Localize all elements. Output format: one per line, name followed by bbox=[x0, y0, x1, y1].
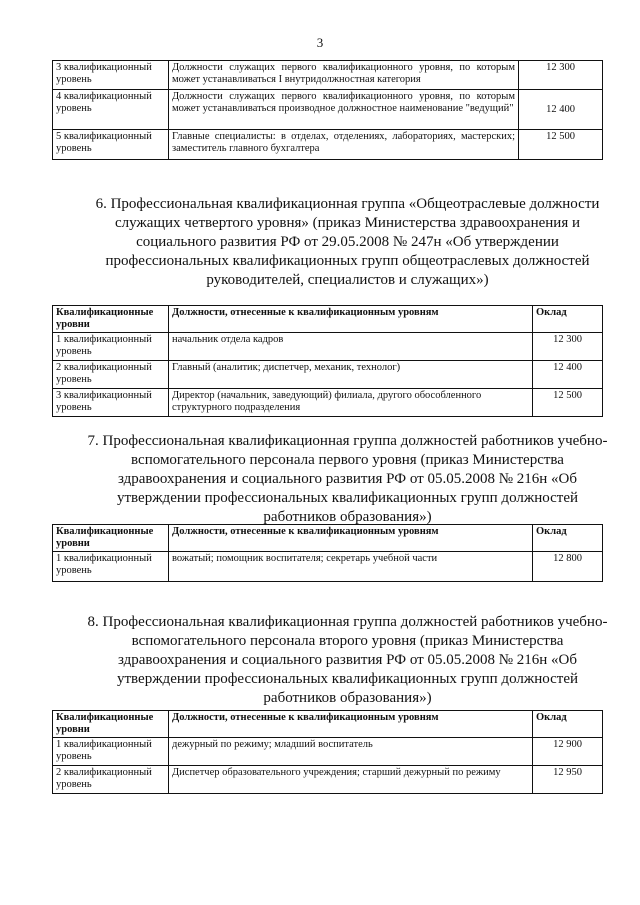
column-header: Должности, отнесенные к квалификационным уровням bbox=[169, 306, 533, 333]
positions-cell: дежурный по режиму; младший воспитатель bbox=[169, 738, 533, 766]
positions-cell: Должности служащих первого квалификационного уровня, по которым может устанавливаться I внутридолжностная категория bbox=[169, 61, 519, 90]
section-8-table bbox=[52, 710, 603, 794]
table-header-row bbox=[53, 306, 603, 333]
salary-cell: 12 400 bbox=[519, 90, 603, 130]
table-row bbox=[53, 552, 603, 582]
level-cell: 5 квалификационный уровень bbox=[53, 130, 169, 160]
salary-cell: 12 300 bbox=[533, 333, 603, 361]
column-header: Квалификационные уровни bbox=[53, 525, 169, 552]
table-row bbox=[53, 389, 603, 417]
table-row bbox=[53, 130, 603, 160]
column-header: Оклад bbox=[533, 525, 603, 552]
positions-cell: Диспетчер образовательного учреждения; старший дежурный по режиму bbox=[169, 766, 533, 794]
column-header: Должности, отнесенные к квалификационным уровням bbox=[169, 711, 533, 738]
table-row bbox=[53, 766, 603, 794]
level-cell: 3 квалификационный уровень bbox=[53, 61, 169, 90]
salary-cell: 12 500 bbox=[519, 130, 603, 160]
table-header-row bbox=[53, 525, 603, 552]
table-row bbox=[53, 361, 603, 389]
level-cell: 2 квалификационный уровень bbox=[53, 766, 169, 794]
table-row bbox=[53, 738, 603, 766]
level-cell: 3 квалификационный уровень bbox=[53, 389, 169, 417]
positions-cell: Должности служащих первого квалификационного уровня, по которым может устанавливаться производное должностное наименование "ведущий" bbox=[169, 90, 519, 130]
level-cell: 1 квалификационный уровень bbox=[53, 552, 169, 582]
level-cell: 2 квалификационный уровень bbox=[53, 361, 169, 389]
column-header: Должности, отнесенные к квалификационным уровням bbox=[169, 525, 533, 552]
positions-cell: начальник отдела кадров bbox=[169, 333, 533, 361]
section-7-heading: 7. Профессиональная квалификационная группа должностей работников учебно-вспомогательного персонала первого уровня (приказ Министерства здравоохранения и социального развития РФ от 05.05.2008 № 216н «Об утверждении профессиональных квалификационных групп должностей работников образования») bbox=[87, 433, 608, 525]
column-header: Квалификационные уровни bbox=[53, 711, 169, 738]
page-number: 3 bbox=[316, 35, 324, 50]
positions-cell: Директор (начальник, заведующий) филиала, другого обособленного структурного подразделения bbox=[169, 389, 533, 417]
table-row bbox=[53, 333, 603, 361]
column-header: Оклад bbox=[533, 711, 603, 738]
level-cell: 1 квалификационный уровень bbox=[53, 738, 169, 766]
positions-cell: вожатый; помощник воспитателя; секретарь учебной части bbox=[169, 552, 533, 582]
positions-cell: Главные специалисты: в отделах, отделениях, лабораториях, мастерских; заместитель главного бухгалтера bbox=[169, 130, 519, 160]
salary-cell: 12 950 bbox=[533, 766, 603, 794]
salary-cell: 12 800 bbox=[533, 552, 603, 582]
salary-cell: 12 300 bbox=[519, 61, 603, 90]
salary-table-continued bbox=[52, 60, 603, 160]
section-6-heading: 6. Профессиональная квалификационная группа «Общеотраслевые должности служащих четвертого уровня» (приказ Министерства здравоохранения и социального развития РФ от 29.05.2008 № 247н «Об утверждении профессиональных квалификационных групп общеотраслевых должностей руководителей, специалистов и служащих») bbox=[95, 196, 600, 288]
column-header: Квалификационные уровни bbox=[53, 306, 169, 333]
table-row bbox=[53, 90, 603, 130]
section-7-table bbox=[52, 524, 603, 582]
salary-cell: 12 900 bbox=[533, 738, 603, 766]
column-header: Оклад bbox=[533, 306, 603, 333]
positions-cell: Главный (аналитик; диспетчер, механик, технолог) bbox=[169, 361, 533, 389]
section-8-heading: 8. Профессиональная квалификационная группа должностей работников учебно-вспомогательного персонала второго уровня (приказ Министерства здравоохранения и социального развития РФ от 05.05.2008 № 216н «Об утверждении профессиональных квалификационных групп должностей работников образования») bbox=[87, 614, 608, 706]
salary-cell: 12 500 bbox=[533, 389, 603, 417]
table-header-row bbox=[53, 711, 603, 738]
level-cell: 4 квалификационный уровень bbox=[53, 90, 169, 130]
level-cell: 1 квалификационный уровень bbox=[53, 333, 169, 361]
section-6-table bbox=[52, 305, 603, 417]
salary-cell: 12 400 bbox=[533, 361, 603, 389]
table-row bbox=[53, 61, 603, 90]
